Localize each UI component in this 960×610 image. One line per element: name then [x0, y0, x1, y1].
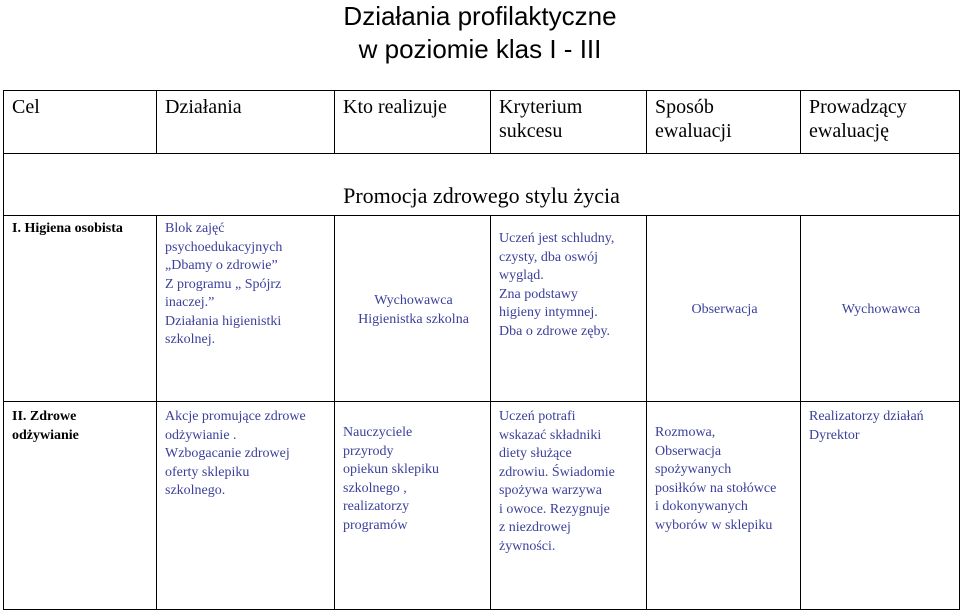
header-dzialania: Działania — [157, 91, 335, 154]
header-cel: Cel — [4, 91, 157, 154]
section-row — [4, 154, 960, 216]
dzialania-cell: Blok zajęć psychoedukacyjnych „Dbamy o zdrowie” Z programu „ Spójrz inaczej.” Działania higienistki szkolnej. — [157, 216, 335, 402]
header-prowadzacy-ewaluacje: Prowadzący ewaluację — [801, 91, 960, 154]
header-kto-realizuje: Kto realizuje — [335, 91, 491, 154]
table-row — [4, 216, 960, 402]
title-line-1: Działania profilaktyczne — [343, 1, 617, 31]
table-row — [4, 402, 960, 610]
title-line-2: w poziomie klas I - III — [358, 34, 602, 64]
kto-realizuje-cell: Wychowawca Higienistka szkolna — [335, 216, 491, 402]
page-title — [0, 0, 960, 66]
section-title: Promocja zdrowego stylu życia — [4, 154, 960, 216]
sposob-cell: Obserwacja — [647, 216, 801, 402]
prowadzacy-cell: Wychowawca — [801, 216, 960, 402]
header-sposob-ewaluacji: Sposób ewaluacji — [647, 91, 801, 154]
kto-realizuje-cell: Nauczyciele przyrody opiekun sklepiku szkolnego , realizatorzy programów — [335, 402, 491, 610]
dzialania-cell: Akcje promujące zdrowe odżywianie . Wzbogacanie zdrowej oferty sklepiku szkolnego. — [157, 402, 335, 610]
cel-cell: II. Zdrowe odżywianie — [4, 402, 157, 610]
kryterium-cell: Uczeń jest schludny, czysty, dba oswój wygląd. Zna podstawy higieny intymnej. Dba o zdrowe zęby. — [491, 216, 647, 402]
header-kryterium-sukcesu: Kryterium sukcesu — [491, 91, 647, 154]
header-row — [4, 91, 960, 154]
sposob-cell: Rozmowa, Obserwacja spożywanych posiłków na stołówce i dokonywanych wyborów w sklepiku — [647, 402, 801, 610]
prowadzacy-cell: Realizatorzy działań Dyrektor — [801, 402, 960, 610]
kryterium-cell: Uczeń potrafi wskazać składniki diety służące zdrowiu. Świadomie spożywa warzywa i owoce. Rezygnuje z niezdrowej żywności. — [491, 402, 647, 610]
cel-cell: I. Higiena osobista — [4, 216, 157, 402]
prevention-table — [3, 90, 960, 610]
